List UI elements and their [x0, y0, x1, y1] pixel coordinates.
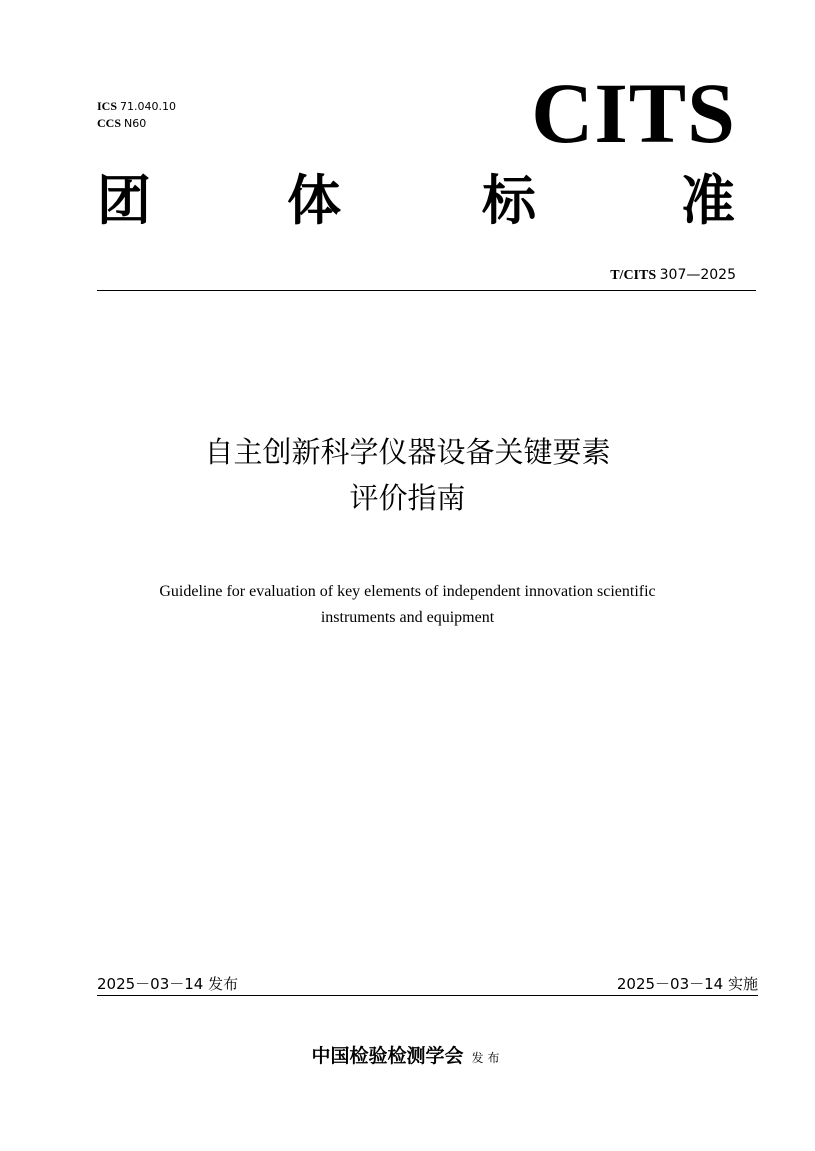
standard-type-char-2: 体 — [287, 168, 341, 232]
ccs-label: CCS — [97, 116, 122, 130]
ccs-value: N60 — [124, 117, 147, 130]
ccs-code — [97, 115, 176, 132]
brand-logo-text: CITS — [531, 65, 736, 161]
implement-date: 2025－03－14 实施 — [616, 975, 758, 993]
header-divider — [97, 290, 756, 291]
classification-codes — [97, 98, 176, 132]
publisher-line — [0, 1043, 815, 1071]
standard-number — [610, 266, 736, 285]
ics-label: ICS — [97, 99, 118, 113]
title-zh-line-2: 评价指南 — [349, 481, 466, 515]
standard-type-char-3: 标 — [482, 168, 536, 232]
title-en-line-1: Guideline for evaluation of key elements of independent innovation scientific — [159, 583, 656, 600]
standard-number-value: 307—2025 — [659, 267, 736, 283]
standard-type-heading — [97, 170, 737, 232]
date-row — [97, 974, 758, 996]
title-zh-line-1: 自主创新科学仪器设备关键要素 — [204, 435, 611, 469]
title-en-line-2: instruments and equipment — [320, 609, 495, 626]
standard-number-prefix: T/CITS — [610, 268, 657, 283]
standard-type-char-4: 准 — [681, 168, 735, 232]
publish-date: 2025－03－14 发布 — [97, 975, 239, 993]
standard-type-char-1: 团 — [97, 168, 151, 232]
ics-value: 71.040.10 — [120, 100, 176, 113]
publisher-org: 中国检验检测学会 — [311, 1045, 464, 1067]
footer-divider — [97, 995, 758, 996]
ics-code — [97, 98, 176, 115]
publisher-suffix: 发布 — [471, 1051, 504, 1065]
